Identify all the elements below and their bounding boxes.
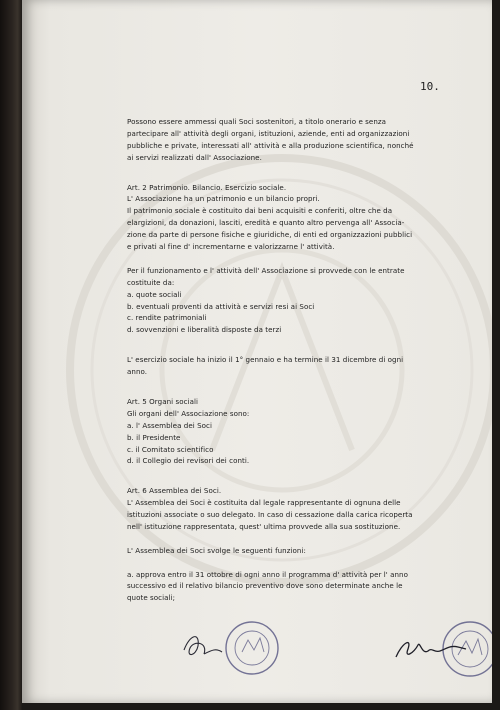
- list-item: c. il Comitato scientifico: [127, 444, 214, 454]
- text-line: partecipare all' attività degli organi, istituzioni, aziende, enti ad organizzazioni: [127, 128, 410, 138]
- text-line: successivo ed il relativo bilancio preventivo dove sono determinate anche le: [127, 581, 403, 591]
- text-line: L' Assemblea dei Soci svolge le seguenti funzioni:: [127, 545, 306, 555]
- text-line: istituzioni associate o suo delegato. In caso di cessazione dalla carica ricoperta: [127, 510, 413, 520]
- text-line: elargizioni, da donazioni, lasciti, eredità e quanto altro pervenga all' Associa-: [127, 218, 405, 228]
- text-line: costituite da:: [127, 277, 175, 287]
- document-page: [22, 0, 492, 703]
- text-line: Possono essere ammessi quali Soci sostenitori, a titolo onerario e senza: [127, 117, 387, 126]
- list-item: a. approva entro il 31 ottobre di ogni anno il programma d' attività per l' anno: [127, 569, 408, 579]
- article-heading: Art. 5 Organi sociali: [127, 396, 199, 406]
- list-item: b. il Presidente: [127, 432, 181, 442]
- binder-edge: [0, 0, 22, 710]
- page-number: 10.: [420, 80, 440, 93]
- text-line: zione da parte di persone fisiche e giuridiche, di enti ed organizzazioni pubblici: [127, 230, 413, 240]
- list-item: a. l' Assemblea dei Soci: [127, 420, 212, 430]
- text-line: L' esercizio sociale ha inizio il 1° gennaio e ha termine il 31 dicembre di ogni: [127, 355, 404, 365]
- article-heading: Art. 2 Patrimonio. Bilancio. Esercizio sociale.: [127, 182, 287, 192]
- text-line: e privati al fine d' incrementarne e valorizzarne l' attività.: [127, 242, 335, 252]
- signature-with-stamp-right: [392, 615, 492, 685]
- text-line: Per il funzionamento e l' attività dell' Associazione si provvede con le entrate: [127, 265, 405, 275]
- text-line: anno.: [127, 367, 148, 377]
- list-item: d. sovvenzioni e liberalità disposte da terzi: [127, 325, 282, 335]
- list-item: a. quote sociali: [127, 289, 182, 299]
- signature-with-stamp-left: [182, 612, 287, 682]
- text-line: Il patrimonio sociale è costituito dai beni acquisiti e conferiti, oltre che da: [127, 206, 393, 216]
- text-line: quote sociali;: [127, 593, 176, 603]
- article-heading: Art. 6 Assemblea dei Soci.: [127, 486, 222, 496]
- text-line: nell' istituzione rappresentata, quest' ultima provvede alla sua sostituzione.: [127, 521, 401, 531]
- text-line: ai servizi realizzati dall' Associazione.: [127, 152, 262, 162]
- text-line: L' Associazione ha un patrimonio e un bilancio propri.: [127, 194, 320, 204]
- text-line: Gli organi dell' Associazione sono:: [127, 408, 250, 418]
- list-item: d. il Collegio dei revisori dei conti.: [127, 456, 250, 466]
- list-item: b. eventuali proventi da attività e servizi resi ai Soci: [127, 301, 315, 311]
- text-line: L' Assemblea dei Soci è costituita dal legale rappresentante di ognuna delle: [127, 498, 401, 508]
- text-line: pubbliche e private, interessati all' attività e alla produzione scientifica, nonché: [127, 140, 414, 150]
- list-item: c. rendite patrimoniali: [127, 313, 207, 323]
- document-body: [127, 116, 457, 604]
